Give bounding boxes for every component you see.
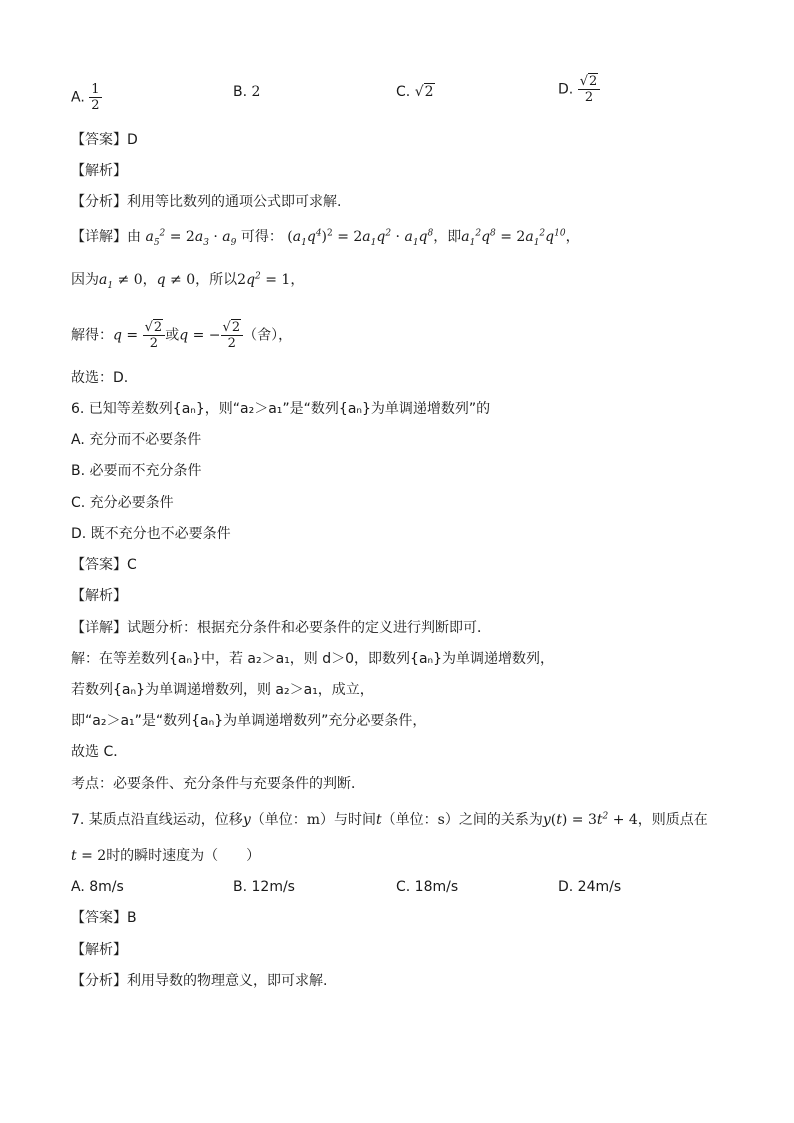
q7-option-c: C. 18m/s	[396, 879, 459, 895]
q6-answer: 【答案】C	[71, 557, 137, 573]
q7-stem-2: t = 2时的瞬时速度为（ ）	[71, 848, 261, 864]
option-a: A. $\frac{1}{2}$	[71, 82, 100, 113]
option-c: C. √2	[396, 84, 434, 100]
q7-fenxi: 【分析】利用导数的物理意义，即可求解.	[71, 973, 328, 989]
q6-option-c: C. 充分必要条件	[71, 495, 174, 511]
q6-analysis-tag: 【解析】	[71, 588, 127, 604]
q5-answer: 【答案】D	[71, 132, 138, 148]
q6-stem: 6. 已知等差数列{aₙ}，则“a₂＞a₁”是“数列{aₙ}为单调递增数列”的	[71, 401, 491, 417]
q5-because: 因为$a_1 \ne 0$，q ≠ 0，所以$2q^2 = 1$，	[71, 271, 305, 291]
q6-sol3: 即“a₂＞a₁”是“数列{aₙ}为单调递增数列”充分必要条件，	[71, 713, 427, 729]
q6-option-a: A. 充分而不必要条件	[71, 432, 202, 448]
option-d: D. $\frac{√2}{2}$	[558, 74, 600, 105]
q7-stem: 7. 某质点沿直线运动，位移y（单位：m）与时间t（单位：s）之间的关系为$y(t) = 3t^2 + 4$，则质点在	[71, 811, 708, 828]
q5-solve: 解得：q = $\frac{√2}{2}$ 或q = − $\frac{√2}{2}$ （舍），	[71, 320, 293, 351]
q7-option-b: B. 12m/s	[233, 879, 295, 895]
q7-option-d: D. 24m/s	[558, 879, 622, 895]
q7-analysis-tag: 【解析】	[71, 942, 127, 958]
fraction: $\frac{1}{2}$	[91, 82, 100, 113]
fraction: $\frac{√2}{2}$	[578, 74, 601, 105]
q5-xiangjie: 【详解】由 $a_5^2 = 2a_3 \cdot a_9$ 可得： $(a_1q^4)^2 = 2a_1q^2 \cdot a_1q^8$，即$a_1^2q^8 = 2a_1^2q^{10}$，	[71, 228, 580, 248]
q6-choose: 故选 C．	[71, 744, 128, 760]
q5-analysis-tag: 【解析】	[71, 163, 127, 179]
q5-fenxi: 【分析】利用等比数列的通项公式即可求解.	[71, 194, 342, 210]
sqrt-expression: √2	[414, 84, 434, 100]
q6-xiangjie: 【详解】试题分析：根据充分条件和必要条件的定义进行判断即可．	[71, 620, 491, 636]
q7-option-a: A. 8m/s	[71, 879, 124, 895]
q6-option-b: B. 必要而不充分条件	[71, 463, 202, 479]
q6-sol1: 解：在等差数列{aₙ}中，若 a₂＞a₁，则 d＞0，即数列{aₙ}为单调递增数列，	[71, 651, 555, 667]
q7-answer: 【答案】B	[71, 910, 137, 926]
q6-option-d: D. 既不充分也不必要条件	[71, 526, 231, 542]
q5-choose: 故选：D.	[71, 370, 129, 386]
q6-kaodian: 考点：必要条件、充分条件与充要条件的判断．	[71, 776, 365, 792]
q6-sol2: 若数列{aₙ}为单调递增数列，则 a₂＞a₁，成立，	[71, 682, 374, 698]
option-b: B. 2	[233, 84, 261, 100]
